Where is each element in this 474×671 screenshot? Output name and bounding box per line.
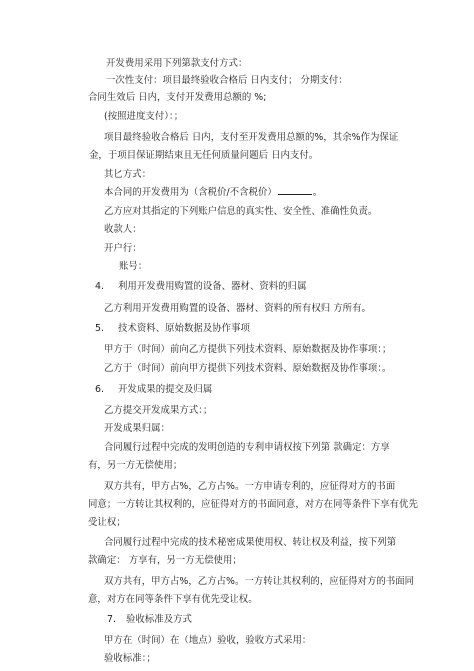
- section-6-heading: 开发成果的提交及归属: [118, 384, 213, 395]
- result-ownership-label: 开发成果归属：: [104, 423, 170, 434]
- patent-right-line-2: 有，另一方无偿使用；: [88, 460, 183, 471]
- joint-patent-line-2: 同意；一方转让其权利的，应征得对方的书面同意，对方在同等条件下享有优先: [88, 499, 418, 510]
- joint-patent-line: 双方共有，甲方占%，乙方占%。一方申请专利的，应征得对方的书面: [104, 481, 396, 492]
- joint-secret-line: 双方共有，甲方占%，乙方占%。一方转让其权利的，应征得对方的书面同: [104, 576, 415, 587]
- joint-secret-line-2: 意，对方在同等条件下享有优先受让权。: [88, 594, 258, 605]
- acceptance-payment-line: 项目最终验收合格后 日内，支付至开发费用总额的%，其余%作为保证: [104, 132, 399, 143]
- party-b-provision-line: 乙方于（时间）前向甲方提供下列技术资料、原始数据及协作事项：。: [104, 363, 392, 374]
- result-submission-line: 乙方提交开发成果方式：；: [104, 405, 213, 416]
- development-fee-text: 本合同的开发费用为（含税价/不含税价）: [104, 187, 277, 198]
- fee-blank-underline: [278, 186, 312, 195]
- other-method-line: 其匕方式：: [104, 169, 152, 180]
- account-responsibility-line: 乙方应对其指定的下列账户信息的真实性、安全性、准确性负责。: [104, 206, 378, 217]
- tech-secret-line-2: 款确定： 方享有，另一方无偿使用；: [88, 555, 242, 566]
- joint-patent-line-3: 受让权；: [88, 517, 126, 528]
- patent-right-line: 合同履行过程中完成的发明创造的专利申请权按下列第 款确定：方享: [104, 442, 390, 453]
- party-a-provision-line: 甲方于（时间）前向乙方提供下列技术资料、原始数据及协作事项：；: [104, 344, 392, 355]
- development-fee-end: 。: [312, 187, 323, 198]
- equipment-ownership-line: 乙方利用开发费用购置的设备、器材、资料的所有权归 方所有。: [104, 303, 371, 314]
- payment-method-line: 开发费用采用下列第款支付方式：: [106, 58, 248, 69]
- tech-secret-line: 合同履行过程中完成的技术秘密成果使用权、转让权及利益，按下列第: [104, 537, 397, 548]
- section-5-number: 5.: [95, 323, 105, 334]
- lump-sum-payment-line: 一次性支付：项目最终验收合格后 日内支付； 分期支付：: [106, 75, 348, 86]
- progress-payment-line: (按照进度支付）：；: [104, 111, 184, 122]
- installment-payment-line: 合同生效后 日内，支付开发费用总额的 %;: [88, 92, 267, 103]
- account-number-label: 账号：: [119, 261, 148, 272]
- section-7-number: 7.: [107, 614, 117, 625]
- acceptance-time-line: 甲方在（时间）在（地点）验收，验收方式采用：: [104, 635, 312, 646]
- section-6-number: 6.: [95, 384, 105, 395]
- development-fee-line: [104, 186, 322, 199]
- section-4-number: 4.: [95, 281, 105, 292]
- section-5-heading: 技术资料、原始数据及协作事项: [118, 323, 250, 334]
- section-7-heading: 验收标准及方式: [126, 614, 192, 625]
- warranty-payment-line: 金，于项目保证期结束且无任何质量问题后 日内支付。: [89, 150, 319, 161]
- section-4-heading: 利用开发费用购置的设备、器材、资料的归属: [118, 281, 307, 292]
- acceptance-standard-line: 验收标准：；: [104, 653, 156, 664]
- payee-label: 收款人：: [104, 224, 142, 235]
- bank-label: 开户行：: [104, 243, 142, 254]
